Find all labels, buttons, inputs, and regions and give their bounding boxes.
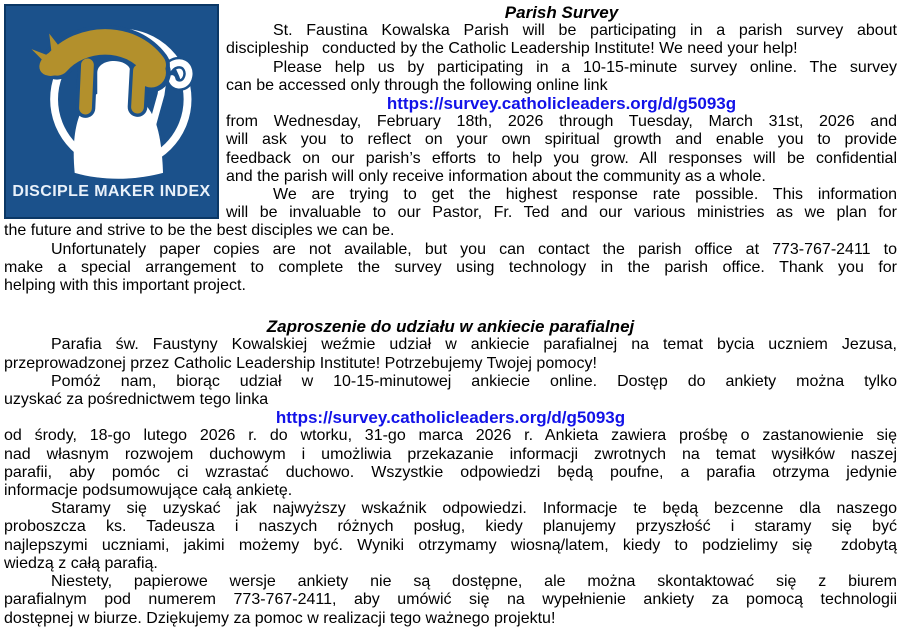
survey-link-english[interactable]: https://survey.catholicleaders.org/d/g5093g — [386, 94, 737, 114]
text-line: and the parish will only receive information about the community as a whole. — [226, 167, 766, 185]
text-line: parafialnym pod numerem 773-767-2411, aby umówić się na wypełnienie ankiety za pomocą technologii — [4, 591, 897, 609]
text-line: Staramy się uzyskać jak najwyższy wskaźnik odpowiedzi. Informacje te będą bezcenne dla naszego — [51, 500, 897, 518]
text-line: Unfortunately paper copies are not available, but you can contact the parish office at 773-767-2411 to — [51, 240, 897, 258]
text-line: od środy, 18-go lutego 2026 r. do wtorku, 31-go marca 2026 r. Ankieta zawiera prośbę o zastanowienie się — [4, 427, 897, 445]
text-line: najlepszymi uczniami, jakimi możemy być. Wyniki otrzymamy wiosną/latem, kiedy to podzielimy się zdobytą — [4, 536, 897, 554]
text-line: nad własnym rozwojem duchowym i umożliwia przekazanie informacji zwrotnych na temat wysiłków naszej — [4, 445, 897, 463]
english-section-title: Parish Survey — [504, 3, 619, 22]
text-line: St. Faustina Kowalska Parish will be participating in a parish survey about — [273, 22, 897, 40]
text-line: the future and strive to be the best disciples we can be. — [4, 222, 395, 240]
text-line: Please help us by participating in a 10-15-minute survey online. The survey — [273, 58, 897, 76]
text-line: przeprowadzonej przez Catholic Leadership Institute! Potrzebujemy Twojej pomocy! — [4, 354, 597, 372]
text-line: Niestety, papierowe wersje ankiety nie są dostępne, ale można skontaktować się z biurem — [51, 573, 897, 591]
polish-section-title: Zaproszenie do udziału w ankiecie parafialnej — [266, 317, 635, 337]
text-line: informacje podsumowujące całą ankietę. — [4, 482, 293, 500]
text-line: discipleship conducted by the Catholic Leadership Institute! We need your help! — [226, 40, 798, 58]
text-line: feedback on our parish’s efforts to help you grow. All responses will be confidential — [226, 149, 897, 167]
survey-link-polish[interactable]: https://survey.catholicleaders.org/d/g5093g — [275, 408, 626, 428]
text-line: will ask you to reflect on your own spiritual growth and enable you to provide — [226, 131, 897, 149]
text-line: We are trying to get the highest response rate possible. This information — [273, 186, 897, 204]
text-line: from Wednesday, February 18th, 2026 through Tuesday, March 31st, 2026 and — [226, 113, 897, 131]
text-line: proboszcza ks. Tadeusza i naszych różnych posług, kiedy planujemy przyszłość i staramy się być — [4, 518, 897, 536]
text-line: wiedzą z całą parafią. — [4, 554, 158, 572]
logo-label: DISCIPLE MAKER INDEX — [12, 183, 211, 200]
text-line: helping with this important project. — [4, 277, 246, 295]
text-line: Parafia św. Faustyny Kowalskiej weźmie udział w ankiecie parafialnej na temat bycia uczniem Jezusa, — [51, 336, 897, 354]
text-line: will be invaluable to our Pastor, Fr. Ted and our various ministries as we plan for — [226, 204, 897, 222]
text-line: parafii, aby pomóc ci wzrastać duchowo. Wszystkie odpowiedzi będą poufne, a parafia otrzyma jedynie — [4, 463, 897, 481]
text-line: dostępnej w biurze. Dziękujemy za pomoc w realizacji tego ważnego projektu! — [4, 609, 556, 627]
text-line: Pomóż nam, biorąc udział w 10-15-minutowej ankiecie online. Dostęp do ankiety można tylko — [51, 372, 897, 390]
text-line: make a special arrangement to complete the survey using technology in the parish office. Thank you for — [4, 258, 897, 276]
text-line: can be accessed only through the following online link — [226, 76, 608, 94]
disciple-maker-index-logo — [4, 4, 219, 219]
text-line: uzyskać za pośrednictwem tego linka — [4, 391, 269, 409]
